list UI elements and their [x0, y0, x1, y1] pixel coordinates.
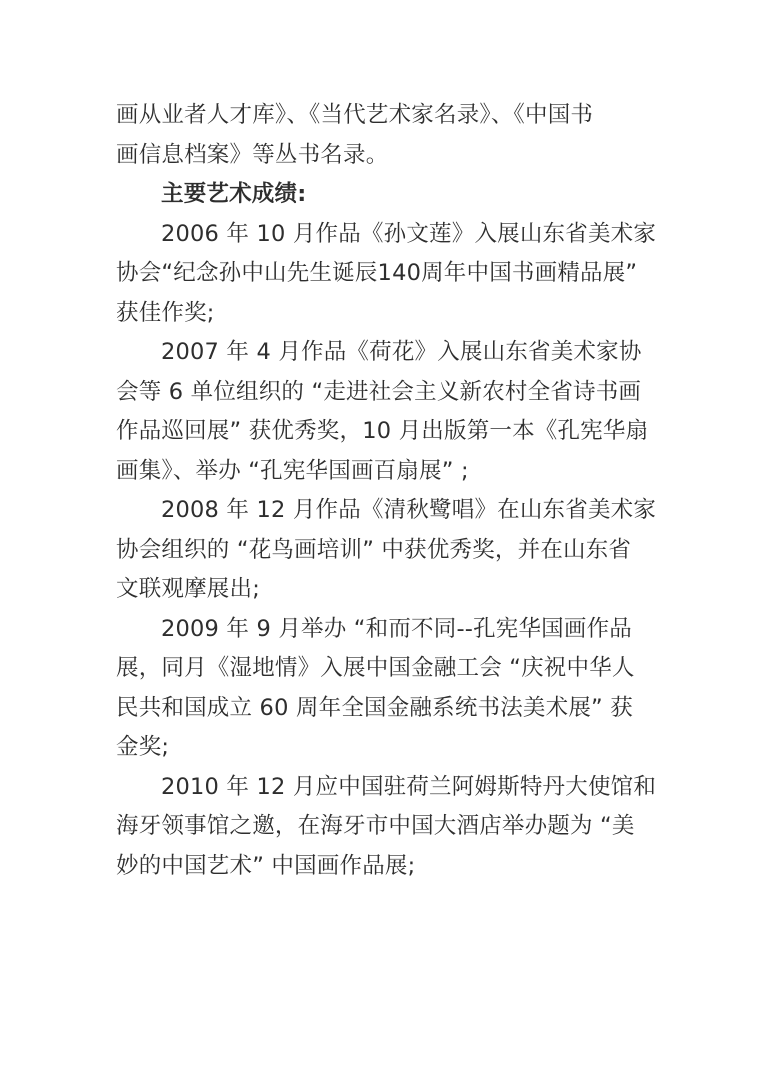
text-line: 获佳作奖; [116, 299, 215, 326]
paragraph-first-line: 2009 年 9 月举办 “和而不同--孔宪华国画作品 [161, 615, 632, 642]
text-line: 文联观摩展出; [116, 576, 260, 602]
paragraph-first-line: 2007 年 4 月作品《荷花》入展山东省美术家协 [161, 339, 642, 365]
text-line: 画信息档案》等丛书名录。 [116, 141, 389, 168]
text-line: 画从业者人才库》、《当代艺术家名录》、《中国书 [116, 102, 594, 128]
text-line: 展，同月《湿地情》入展中国金融工会 “庆祝中华人 [116, 655, 635, 681]
text-line: 民共和国成立 60 周年全国金融系统书法美术展” 获 [116, 694, 633, 721]
paragraph-first-line: 2008 年 12 月作品《清秋鹭唱》在山东省美术家 [161, 497, 657, 523]
text-line: 协会“纪念孙中山先生诞辰140周年中国书画精品展” [116, 260, 638, 286]
document-body [116, 96, 656, 886]
section-heading: 主要艺术成绩: [161, 181, 307, 207]
text-line: 金奖; [116, 734, 170, 760]
text-line: 画集》、举办 “孔宪华国画百扇展” ; [116, 457, 469, 484]
paragraph-first-line: 2006 年 10 月作品《孙文莲》入展山东省美术家 [161, 220, 657, 247]
text-line: 协会组织的 “花鸟画培训” 中获优秀奖，并在山东省 [116, 536, 632, 563]
text-line: 海牙领事馆之邀，在海牙市中国大酒店举办题为 “美 [116, 813, 635, 839]
text-line: 作品巡回展” 获优秀奖，10 月出版第一本《孔宪华扇 [116, 418, 649, 444]
text-line: 妙的中国艺术” 中国画作品展; [116, 852, 416, 879]
text-line: 会等 6 单位组织的 “走进社会主义新农村全省诗书画 [116, 378, 642, 405]
paragraph-first-line: 2010 年 12 月应中国驻荷兰阿姆斯特丹大使馆和 [161, 773, 657, 800]
